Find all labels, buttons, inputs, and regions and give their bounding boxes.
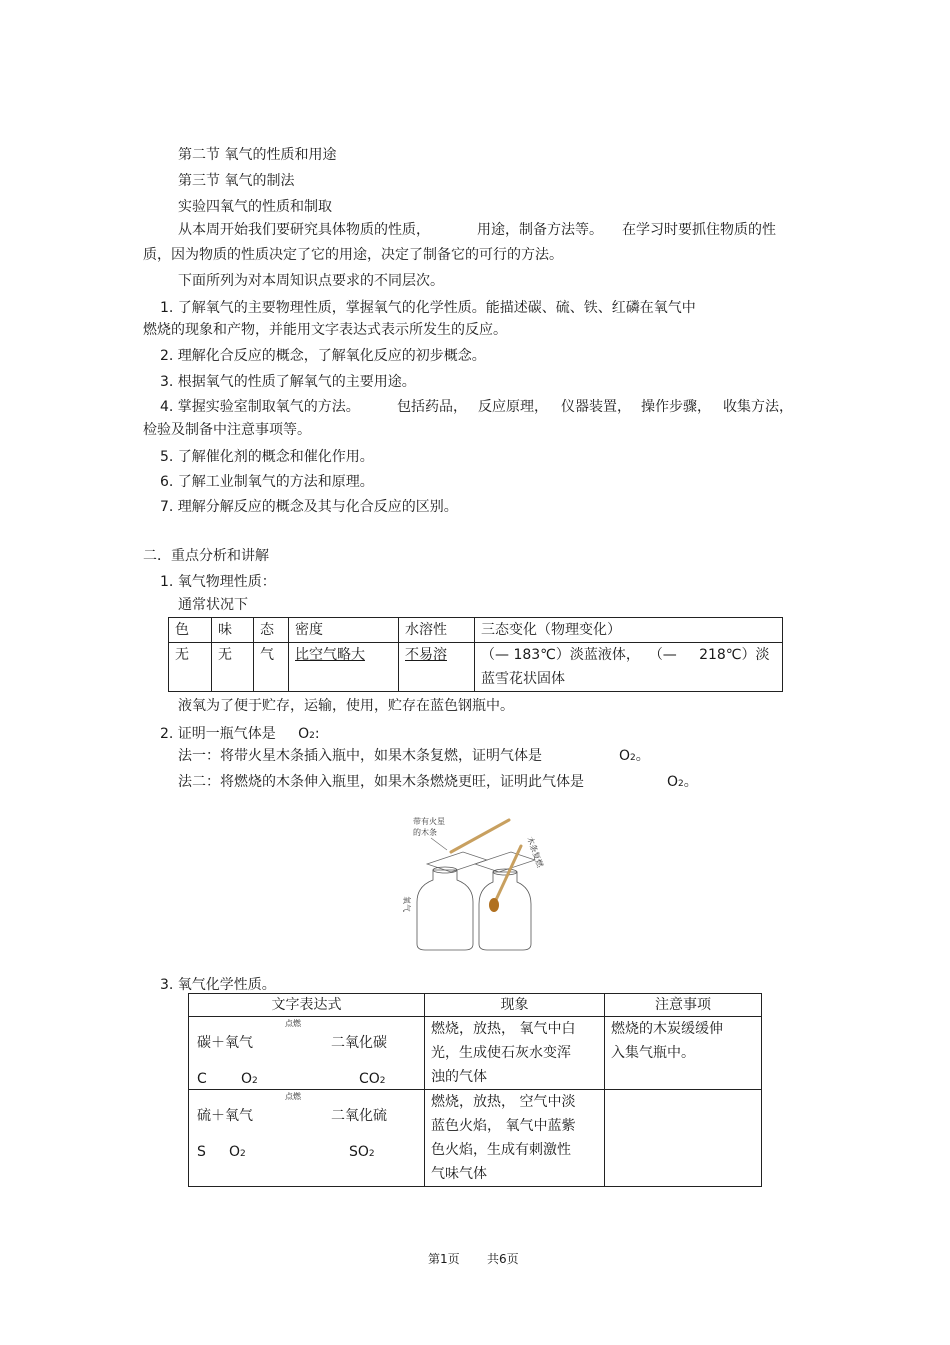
c-co-sub: 2 (379, 1076, 386, 1086)
objective-1b: 燃烧的现象和产物，并能用文字表达式表示所发生的反应。 (143, 322, 507, 338)
s2-text: 2. 证明一瓶气体是 (160, 726, 276, 742)
oxygen-test-figure (395, 810, 545, 955)
s2-colon: : (314, 726, 320, 742)
cell-state: 气 (254, 643, 289, 692)
sulfur-left: 硫＋氧气 (197, 1108, 253, 1124)
subsection-2-title (160, 724, 320, 746)
m2-sub: 2 (678, 779, 684, 789)
cell-sulfur-phenomenon (425, 1090, 605, 1187)
glowing-splint (451, 820, 509, 852)
objective-6: 6. 了解工业制氧气的方法和原理。 (160, 474, 374, 490)
s-ph2: 蓝色火焰， (431, 1118, 501, 1134)
intro-line-2: 质，因为物质的性质决定了它的用途，决定了制备它的可行的方法。 (143, 247, 563, 263)
flame (489, 898, 499, 912)
phase-a: （— 183℃）淡蓝液体， (481, 647, 640, 663)
objective-4a: 4. 掌握实验室制取氧气的方法。 (160, 399, 360, 415)
intro-line-1c: 在学习时要抓住物质的性 (622, 222, 776, 238)
m2-end: 。 (683, 774, 698, 790)
header-odor: 味 (212, 618, 254, 643)
c-ph2: 光，生成使石灰水变浑 (431, 1045, 571, 1061)
cell-solubility (399, 643, 475, 692)
method-2-o2 (667, 772, 698, 794)
method-2: 法二：将燃烧的木条伸入瓶里，如果木条燃烧更旺，证明此气体是 (178, 774, 584, 790)
objective-1a: 1. 了解氧气的主要物理性质，掌握氧气的化学性质。能描述碳、硫、铁、红磷在氧气中 (160, 300, 696, 316)
intro-line-1b: 用途，制备方法等。 (477, 222, 603, 238)
c-note1: 燃烧的木炭缓缓伸 (611, 1021, 723, 1037)
m1-end: 。 (635, 748, 650, 764)
s-ph3: 色火焰，生成有刺激性 (431, 1142, 571, 1158)
objective-4e: 操作步骤， (641, 399, 711, 415)
subsection-3-title: 3. 氧气化学性质。 (160, 977, 276, 993)
objective-5: 5. 了解催化剂的概念和催化作用。 (160, 449, 374, 465)
subsection-1-title: 1. 氧气物理性质： (160, 574, 276, 590)
header-expression: 文字表达式 (189, 994, 425, 1017)
objective-4g: 检验及制备中注意事项等。 (143, 422, 311, 438)
s-ph1: 燃烧，放热， (431, 1094, 515, 1110)
c-ph1: 燃烧，放热， (431, 1021, 515, 1037)
heading-section-2: 第二节 氧气的性质和用途 (178, 147, 337, 163)
c-o: O (241, 1071, 253, 1087)
c-o-sub: 2 (252, 1076, 258, 1086)
footer-total: 共6页 (487, 1252, 519, 1266)
method-1: 法一：将带火星木条插入瓶中，如果木条复燃，证明气体是 (178, 748, 542, 764)
header-phase-change: 三态变化（物理变化） (475, 618, 783, 643)
heading-experiment-4: 实验四氧气的性质和制取 (178, 199, 332, 215)
cell-sulfur-notes (605, 1090, 762, 1187)
header-solubility: 水溶性 (399, 618, 475, 643)
figure-label-top2: 的木条 (413, 828, 437, 837)
cell-color: 无 (169, 643, 212, 692)
header-notes: 注意事项 (605, 994, 762, 1017)
phase-d: 蓝雪花状固体 (481, 671, 565, 687)
carbon-right: 二氧化碳 (331, 1035, 387, 1051)
s2-o: O (298, 726, 310, 742)
footer-page: 第1页 (428, 1252, 460, 1266)
header-color: 色 (169, 618, 212, 643)
m1-o: O (619, 748, 631, 764)
part-2-title: 二．重点分析和讲解 (143, 548, 269, 564)
s-ph2b: 氧气中蓝紫 (505, 1118, 576, 1134)
m2-o: O (667, 774, 679, 790)
figure-label-right: 木条复燃 (525, 835, 545, 869)
bottle-left (417, 870, 473, 950)
figure-label-left: 氧气 (402, 896, 411, 912)
c-ph1b: 氧气中白 (519, 1021, 576, 1037)
cell-carbon-phenomenon (425, 1017, 605, 1090)
s-so: SO (349, 1144, 369, 1160)
carbon-condition: 点燃 (285, 1019, 301, 1028)
c-note2: 入集气瓶中。 (611, 1045, 695, 1061)
chemical-properties-table (188, 993, 762, 1187)
s-o: O (229, 1144, 241, 1160)
header-state: 态 (254, 618, 289, 643)
s-ph4: 气味气体 (431, 1166, 487, 1182)
heading-section-3: 第三节 氧气的制法 (178, 173, 295, 189)
physical-properties-table (168, 617, 783, 692)
s-o-sub: 2 (240, 1149, 246, 1159)
objective-4b: 包括药品， (397, 399, 467, 415)
header-density: 密度 (289, 618, 399, 643)
sulfur-right: 二氧化硫 (331, 1108, 387, 1124)
cell-phase-change (475, 643, 783, 692)
solubility-value: 不易溶 (405, 647, 447, 663)
cell-density (289, 643, 399, 692)
objective-4f: 收集方法， (723, 399, 793, 415)
figure-label-top1: 带有火星 (413, 817, 445, 826)
carbon-left: 碳＋氧气 (197, 1035, 253, 1051)
objective-2: 2. 理解化合反应的概念，了解氧化反应的初步概念。 (160, 348, 486, 364)
sulfur-formula-o2 (229, 1140, 246, 1166)
cell-carbon-notes (605, 1017, 762, 1090)
c-ph3: 浊的气体 (431, 1069, 487, 1085)
s-ph1b: 空气中淡 (519, 1094, 576, 1110)
header-phenomenon: 现象 (425, 994, 605, 1017)
objective-4c: 反应原理， (478, 399, 548, 415)
cell-odor: 无 (212, 643, 254, 692)
s2-sub: 2 (309, 731, 315, 741)
objective-3: 3. 根据氧气的性质了解氧气的主要用途。 (160, 374, 416, 390)
objective-4d: 仪器装置， (561, 399, 631, 415)
cell-sulfur-expression (189, 1090, 425, 1187)
liquid-oxygen-note: 液氧为了便于贮存，运输，使用，贮存在蓝色钢瓶中。 (178, 698, 514, 714)
phase-c: 218℃）淡 (699, 647, 770, 663)
phase-b: （— (648, 647, 677, 663)
density-value: 比空气略大 (295, 647, 365, 663)
m1-sub: 2 (630, 753, 636, 763)
s-so-sub: 2 (368, 1149, 375, 1159)
sulfur-formula-so2 (349, 1140, 375, 1166)
carbon-formula-c: C (197, 1071, 207, 1087)
objective-7: 7. 理解分解反应的概念及其与化合反应的区别。 (160, 499, 458, 515)
intro-line-3: 下面所列为对本周知识点要求的不同层次。 (178, 273, 444, 289)
subsection-1-subtitle: 通常状况下 (178, 597, 248, 613)
sulfur-condition: 点燃 (285, 1092, 301, 1101)
intro-line-1a: 从本周开始我们要研究具体物质的性质， (178, 222, 430, 238)
method-1-o2 (619, 746, 650, 768)
cell-carbon-expression (189, 1017, 425, 1090)
c-co: CO (359, 1071, 380, 1087)
sulfur-formula-s: S (197, 1144, 206, 1160)
